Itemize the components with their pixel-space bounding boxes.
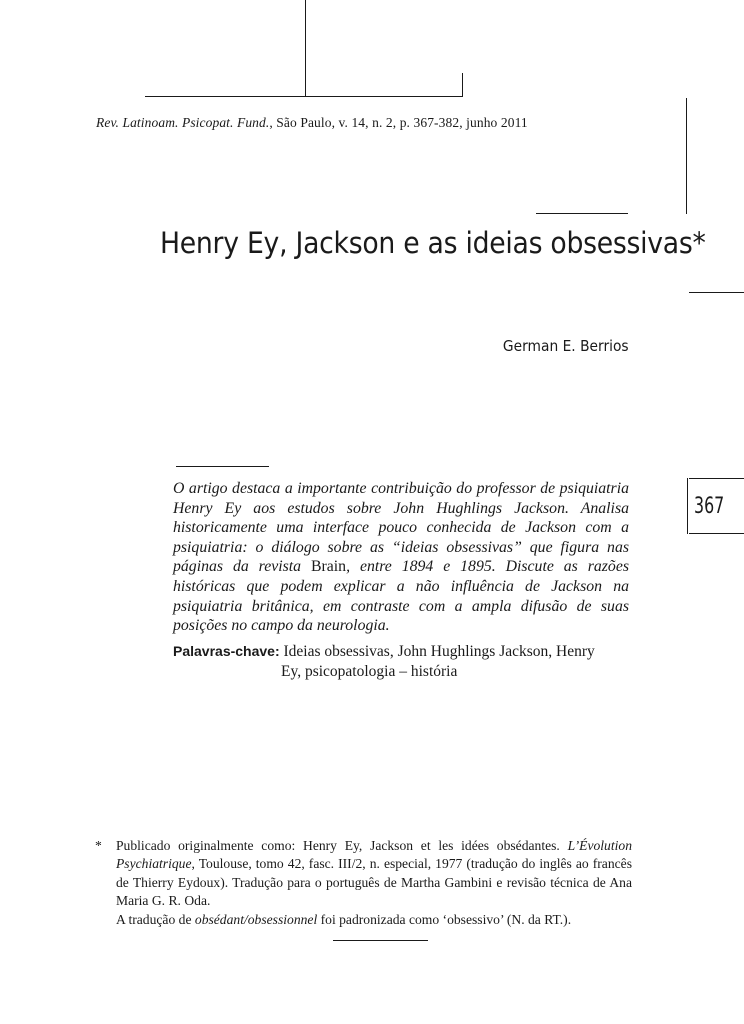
keywords <box>173 641 629 682</box>
right-vertical-rule <box>686 98 687 214</box>
abstract <box>173 479 629 636</box>
abstract-journal-brain: Brain <box>310 558 347 576</box>
keywords-label: Palavras-chave: <box>173 643 280 659</box>
abstract-top-rule <box>176 466 269 467</box>
right-edge-rule-upper <box>689 292 744 293</box>
footnote-text-1: Publicado originalmente como: Henry Ey, Jackson et les idées obsédantes. <box>116 838 568 853</box>
footnote-marker: * <box>95 838 102 853</box>
journal-citation <box>96 115 528 131</box>
abstract-part-1: O artigo destaca a importante contribuição do professor de psiquiatria Henry Ey aos estudos sobre John Hughlings Jackson. Analisa historicamente uma interface pouco conhecida de Jackson com a psiquiatria: o diálogo sobre as “ideias obsessivas” que figura nas páginas da revista <box>173 480 629 576</box>
translation-note <box>116 911 632 929</box>
citation-details: , São Paulo, v. 14, n. 2, p. 367-382, junho 2011 <box>269 115 528 130</box>
footnote <box>95 837 632 929</box>
page-box-bottom-rule <box>689 533 744 534</box>
abstract-part-2: , entre 1894 e 1895. Discute as razões históricas que podem explicar a não influência de Jackson na psiquiatria britânica, em contraste com a ampla difusão de suas posições no campo da neurologia. <box>173 558 629 635</box>
title-top-rule <box>536 213 628 214</box>
page-box-top-rule <box>689 478 744 479</box>
top-right-tick <box>462 73 463 97</box>
page-box-left-rule <box>687 478 688 534</box>
keywords-line-2: Ey, psicopatologia – história <box>281 663 458 680</box>
footnote-text-2: , Toulouse, tomo 42, fasc. III/2, n. especial, 1977 (tradução do inglês ao francês de Thierry Eydoux). Tradução para o português de Martha Gambini e revisão técnica de Ana Maria G. R. Oda. <box>116 856 632 909</box>
translation-note-text-1: A tradução de <box>116 911 195 927</box>
footnote-bottom-rule <box>333 940 428 941</box>
translation-note-text-2: foi padronizada como ‘obsessivo’ (N. da RT.). <box>317 911 572 927</box>
top-vertical-rule <box>305 0 306 97</box>
translation-note-terms: obsédant/obsessionnel <box>194 911 318 927</box>
article-title: Henry Ey, Jackson e as ideias obsessivas* <box>160 226 706 260</box>
page-number: 367 <box>694 494 725 519</box>
footnote-source: L’Évolution Psychiatrique <box>116 838 632 872</box>
keywords-line-1: Ideias obsessivas, John Hughlings Jackson, Henry <box>279 643 595 660</box>
author-name: German E. Berrios <box>503 337 629 355</box>
footnote-body <box>116 837 632 929</box>
journal-name: Rev. Latinoam. Psicopat. Fund. <box>96 115 270 130</box>
top-horizontal-rule <box>145 96 463 97</box>
